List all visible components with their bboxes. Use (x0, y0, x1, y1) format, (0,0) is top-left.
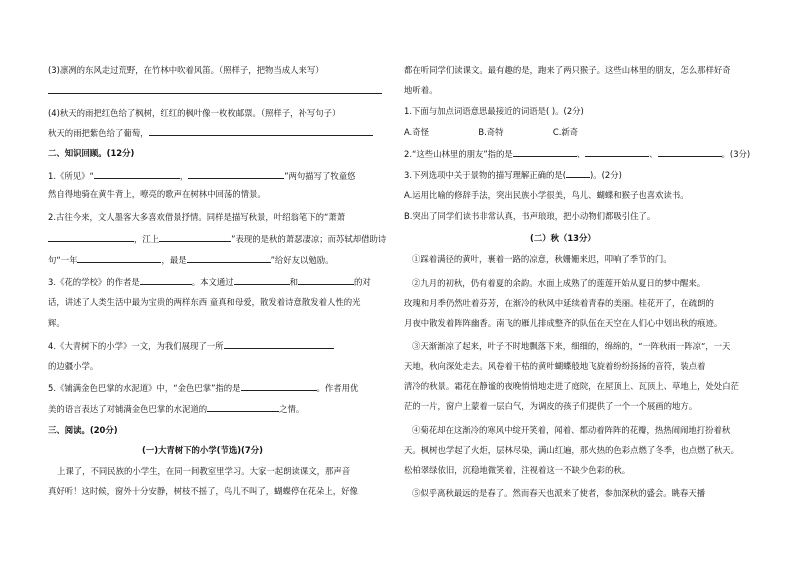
answer-blank[interactable] (187, 253, 271, 263)
knowledge-question-5: 5.《铺满金色巴掌的水泥道》中，“金色巴掌”指的是 。作者用优 (48, 383, 359, 393)
section-heading-reading: 三、阅读。(20分) (48, 425, 118, 435)
reading-2-title: (二）秋（13分） (530, 233, 596, 243)
passage-1-line: 都在听同学们读课文。最有趣的是，跑来了两只猴子。这些山林里的朋友，怎么那样好奇 (404, 65, 731, 75)
answer-blank[interactable] (241, 381, 317, 391)
reading-question-3: 3.下列选项中关于景物的描写理解正确的是( )。(2分) (404, 170, 622, 180)
knowledge-question-1: 1.《所见》“ ， ”两句描写了牧童悠 (48, 171, 356, 181)
reading-question-1-options (404, 126, 578, 138)
knowledge-question-3: 3.《花的学校》的作者是 。本文通过 和 的对 (48, 277, 371, 287)
answer-blank[interactable] (140, 275, 192, 285)
answer-blank[interactable] (77, 253, 161, 263)
passage-2-line: 天。枫树也学起了火炬，层林尽染，满山红遍，那火热的色彩点燃了冬季，也点燃了秋天。 (404, 445, 739, 455)
reading-question-3-option-b[interactable]: B.突出了同学们读书非常认真，书声琅琅，把小动物们都吸引住了。 (404, 211, 656, 221)
reading-question-1: 1.下面与加点词语意思最接近的词语是( )。(2分) (404, 106, 584, 116)
knowledge-question-3-cont2: 辉。 (48, 318, 65, 328)
answer-blank[interactable] (224, 339, 334, 349)
rewrite-question-4: (4)秋天的雨把红色给了枫树，红红的枫叶像一枚枚邮票。（照样子，补写句子） (48, 108, 341, 118)
knowledge-question-2: 2.古往今来，文人墨客大多喜欢借景抒情。同样是描写秋景，叶绍翁笔下的“萧萧 (48, 212, 346, 222)
knowledge-question-1-cont: 然自得地骑在黄牛背上，嘹亮的歌声在树林中回荡的情景。 (48, 189, 266, 199)
passage-2-line: 玫瑰和月季仍然吐着芬芳，在渐冷的秋风中延续着青春的美丽。桂花开了，在疏朗的 (404, 298, 714, 308)
answer-blank[interactable] (159, 232, 231, 242)
knowledge-question-5-cont: 美的语言表达了对铺满金色巴掌的水泥道的 之情。 (48, 404, 305, 414)
answer-blank[interactable] (188, 169, 284, 179)
passage-2-line: ⑤似乎离秋最远的是春了。然而春天也派来了使者，参加深秋的盛会。眺春天播 (412, 488, 706, 498)
answer-line[interactable] (48, 84, 382, 97)
passage-2-line: 清冷的秋景。霜花在静谧的夜晚悄悄地走进了庭院，在屋顶上、瓦顶上、草地上，处处白茫 (404, 381, 739, 391)
answer-blank[interactable] (48, 232, 134, 242)
passage-2-line: 茫的一片，窗户上蒙着一层白气，为调皮的孩子们提供了一个一个展画的地方。 (404, 401, 698, 411)
passage-1-line: 上课了，不同民族的小学生，在同一间教室里学习。大家一起朗读课文，那声音 (57, 466, 351, 476)
answer-blank[interactable] (513, 147, 577, 157)
rewrite-answer-4: 秋天的雨把紫色给了葡萄， (48, 126, 373, 139)
option-c[interactable]: C.新奇 (552, 127, 579, 137)
passage-1-line: 真好听！这时候，窗外十分安静，树枝不摇了，鸟儿不叫了，蝴蝶停在花朵上，好像 (48, 486, 358, 496)
answer-blank[interactable] (585, 147, 649, 157)
passage-2-line: 天地，秋向深处走去。风卷着干枯的黄叶蝴蝶般地飞旋着纷纷扬扬的音符，装点着 (404, 361, 706, 371)
passage-2-line: 月夜中散发着阵阵幽香。南飞的雁儿排成整齐的队伍在天空在人们心中划出秋的痕迹。 (404, 318, 723, 328)
passage-2-line: ④菊花却在这渐冷的寒风中绽开笑着，闻着、都动着阵阵的花瓣，热热闹闹地打扮着秋 (412, 425, 731, 435)
answer-blank[interactable] (566, 168, 590, 178)
answer-blank[interactable] (207, 402, 279, 412)
knowledge-question-3-cont: 话，讲述了人类生活中最为宝贵的两样东西 童真和母爱，散发着诗意散发着人性的光 (48, 297, 361, 307)
reading-1-title: (一)大青树下的小学(节选)(7分) (142, 445, 263, 455)
passage-1-line: 地听着。 (404, 85, 438, 95)
answer-blank[interactable] (658, 147, 722, 157)
passage-2-line: ②九月的初秋，仍有着夏的余韵。水面上成熟了的莲莲开始从夏日的梦中醒来。 (412, 278, 706, 288)
passage-2-line: ③天渐渐凉了起来，叶子不时地飘落下来，细细的，绵绵的，“一阵秋雨一阵凉”，一天 (412, 341, 731, 351)
knowledge-question-4-cont: 的边疆小学。 (48, 361, 99, 371)
answer-blank[interactable] (94, 169, 180, 179)
rewrite-question-3: (3)凛冽的东风走过荒野，在竹林中吹着风笛。（照样子，把物当成人来写） (48, 65, 324, 75)
reading-question-3-option-a[interactable]: A.运用比喻的修辞手法，突出民族小学很美，鸟儿、蝴蝶和猴子也喜欢读书。 (404, 190, 689, 200)
knowledge-question-2-cont2: 句“一年 ，最是 ”给好友以勉励。 (48, 255, 334, 265)
reading-question-2: 2.“这些山林里的朋友”指的是 、 、 。(3分) (404, 149, 751, 159)
knowledge-question-2-cont: ，江上 ”表现的是秋的萧瑟凄凉；而苏轼却借助诗 (48, 232, 386, 245)
answer-blank[interactable] (149, 126, 373, 136)
answer-blank[interactable] (298, 275, 354, 285)
passage-2-line: ①踩着满径的黄叶，裹着一路的凉意，秋姗姗来迟，叩响了季节的门。 (412, 254, 672, 264)
option-a[interactable]: A.奇怪 (404, 127, 429, 137)
passage-2-line: 松柏翠绿依旧，沉稳地微笑着，注视着这一不缺少色彩的秋。 (404, 465, 631, 475)
answer-blank[interactable] (234, 275, 290, 285)
section-heading-knowledge: 二、知识回顾。(12分) (48, 148, 135, 158)
knowledge-question-4: 4.《大青树下的小学》一文，为我们展现了一所 (48, 339, 334, 352)
option-b[interactable]: B.奇特 (478, 127, 504, 137)
